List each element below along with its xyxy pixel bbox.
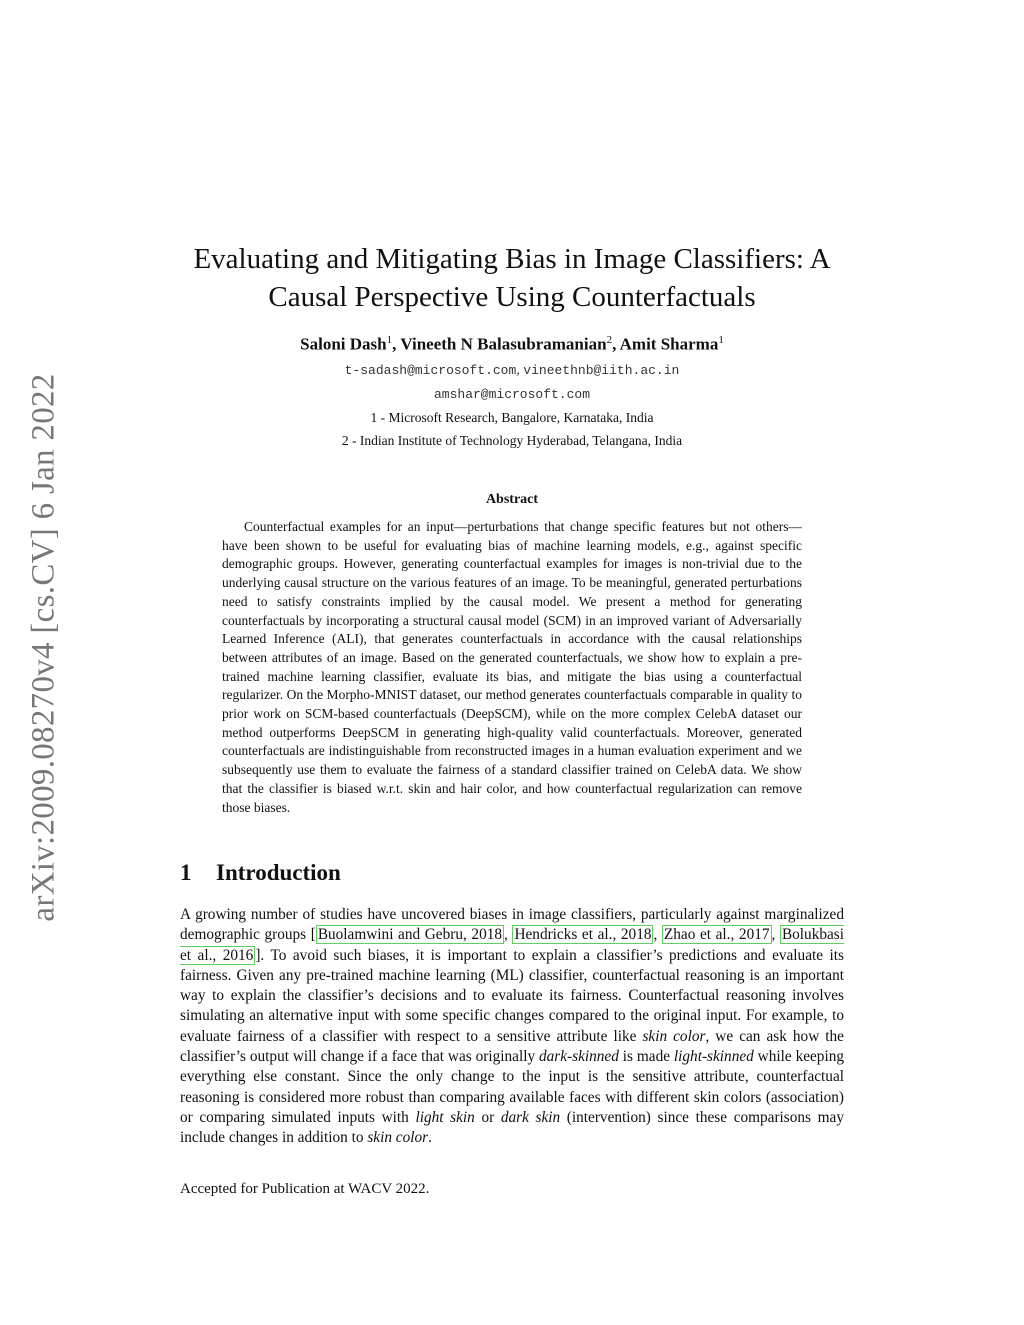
abstract-text: Counterfactual examples for an input—perturbations that change specific features but not others—have been shown to be useful for evaluating bias of machine learning models, e.g., against specific demographic groups. However, generating counterfactual examples for images is non-trivial due to the underlying causal structure on the various features of an image. To be meaningful, generated perturbations need to satisfy constraints implied by the causal model. We present a method for generating counterfactuals by incorporating a structural causal model (SCM) in an improved variant of Adversarially Learned Inference (ALI), that generates counterfactuals in accordance with the causal relationships between attributes of an image. Based on the generated counterfactuals, we show how to explain a pre-trained machine learning classifier, evaluate its bias, and mitigate the bias using a counterfactual regularizer. On the Morpho-MNIST dataset, our method generates counterfactuals comparable in quality to prior work on SCM-based counterfactuals (DeepSCM), while on the more complex CelebA dataset our method outperforms DeepSCM in generating high-quality valid counterfactuals. Moreover, generated counterfactuals are indistinguishable from reconstructed images in a human evaluation experiment and we subsequently use them to evaluate the fairness of a standard classifier trained on CelebA data. We show that the classifier is biased w.r.t. skin and hair color, and how counterfactual regularization can remove those biases.: [222, 519, 802, 815]
abstract-heading: Abstract: [485, 492, 539, 507]
intro-text: .: [428, 1129, 432, 1147]
emphasis: dark skin: [500, 1108, 561, 1126]
email: amshar@microsoft.com: [433, 387, 591, 402]
paper-title: [180, 240, 844, 316]
author-name: Saloni Dash: [300, 334, 387, 354]
section-title: Introduction: [216, 860, 341, 885]
citation-link[interactable]: Bolukbasi et al., 2016: [180, 926, 844, 964]
intro-text: ]. To avoid such biases, it is important to explain a classifier’s predictions and evaluate its fairness. Given any pre-trained machine learning (ML) classifier, counterfactual reasoning is an important way to explain the classifier’s decisions and to evaluate its fairness. Counterfactual reasoning involves simulating an alternative input with some specific changes compared to the original input. For example, to evaluate fairness of a classifier with respect to a sensitive attribute like: [180, 946, 844, 1045]
citation-link[interactable]: Hendricks et al., 2018: [514, 926, 652, 944]
emphasis: skin color: [367, 1129, 429, 1147]
citation-link[interactable]: Zhao et al., 2017: [663, 926, 770, 944]
citation-link[interactable]: Buolamwini and Gebru, 2018: [317, 926, 503, 944]
email-line-2: [180, 387, 844, 402]
arxiv-watermark: [20, 365, 68, 930]
intro-text: or: [474, 1108, 501, 1126]
intro-text: , we can ask how the classifier’s output will change if a face that was originally: [180, 1027, 844, 1066]
emphasis: dark-skinned: [539, 1048, 619, 1066]
author-list: Saloni Dash$^1$, Vineeth N Balasubramanian$^2$, Amit Sharma$^1$: [300, 334, 724, 354]
arxiv-id: arXiv:2009.08270v4 [cs.CV] 6 Jan 2022: [25, 373, 62, 922]
title-line-1: Evaluating and Mitigating Bias in Image Classifiers: A: [193, 243, 831, 275]
intro-text: is made: [618, 1048, 674, 1066]
author-affil-mark: 2: [606, 334, 613, 346]
abstract-body: [222, 518, 802, 817]
author-name: Amit Sharma: [619, 334, 719, 354]
publication-note: Accepted for Publication at WACV 2022.: [180, 1181, 430, 1197]
intro-text: (intervention) since these comparisons may include changes in addition to: [180, 1108, 844, 1147]
intro-text: while keeping everything else constant. Since the only change to the input is the sensitive attribute, counterfactual reasoning is considered more robust than comparing available faces with different skin colors (association) or comparing simulated inputs with: [180, 1048, 844, 1126]
section-number: 1: [180, 860, 192, 885]
email: t-sadash@microsoft.com: [344, 363, 517, 378]
author-name: Vineeth N Balasubramanian: [400, 334, 607, 354]
section-heading: [180, 860, 341, 886]
emphasis: light-skinned: [673, 1048, 754, 1066]
affiliation-1: 1 - Microsoft Research, Bangalore, Karnataka, India: [370, 410, 654, 425]
intro-text: A growing number of studies have uncovered biases in image classifiers, particularly against marginalized demographic groups [: [180, 906, 844, 944]
affiliation-2: 2 - Indian Institute of Technology Hyderabad, Telangana, India: [341, 433, 683, 448]
author-affil-mark: 1: [718, 334, 724, 346]
email-line-1: t-sadash@microsoft.com, vineethnb@iith.ac.in: [344, 363, 680, 378]
email: vineethnb@iith.ac.in: [523, 363, 680, 378]
intro-paragraph: A growing number of studies have uncovered biases in image classifiers, particularly against marginalized demographic groups [ Buolamwini and Gebru, 2018 , Hendricks et al., 2018 , Zhao et al., 2017 , Bolukbasi et al., 2016 ]. To avoid such biases, it is important to explain a classifier’s predictions and evaluate its fairness. Given any pre-trained machine learning (ML) classifier, counterfactual reasoning is an important way to explain the classifier’s decisions and to evaluate its fairness. Counterfactual reasoning involves simulating an alternative input with some specific changes compared to the original input. For example, to evaluate fairness of a classifier with respect to a sensitive attribute like skin color, we can ask how the classifier’s output will change if a face that was originally dark-skinned is made light-skinned while keeping everything else constant. Since the only change to the input is the sensitive attribute, counterfactual reasoning is considered more robust than comparing available faces with different skin colors (association) or comparing simulated inputs with light skin or dark skin (intervention) since these comparisons may include changes in addition to skin color.: [180, 906, 844, 1147]
author-affil-mark: 1: [386, 334, 393, 346]
emphasis: skin color: [642, 1027, 706, 1045]
emphasis: light skin: [415, 1108, 475, 1126]
title-line-2: Causal Perspective Using Counterfactuals: [268, 281, 756, 313]
